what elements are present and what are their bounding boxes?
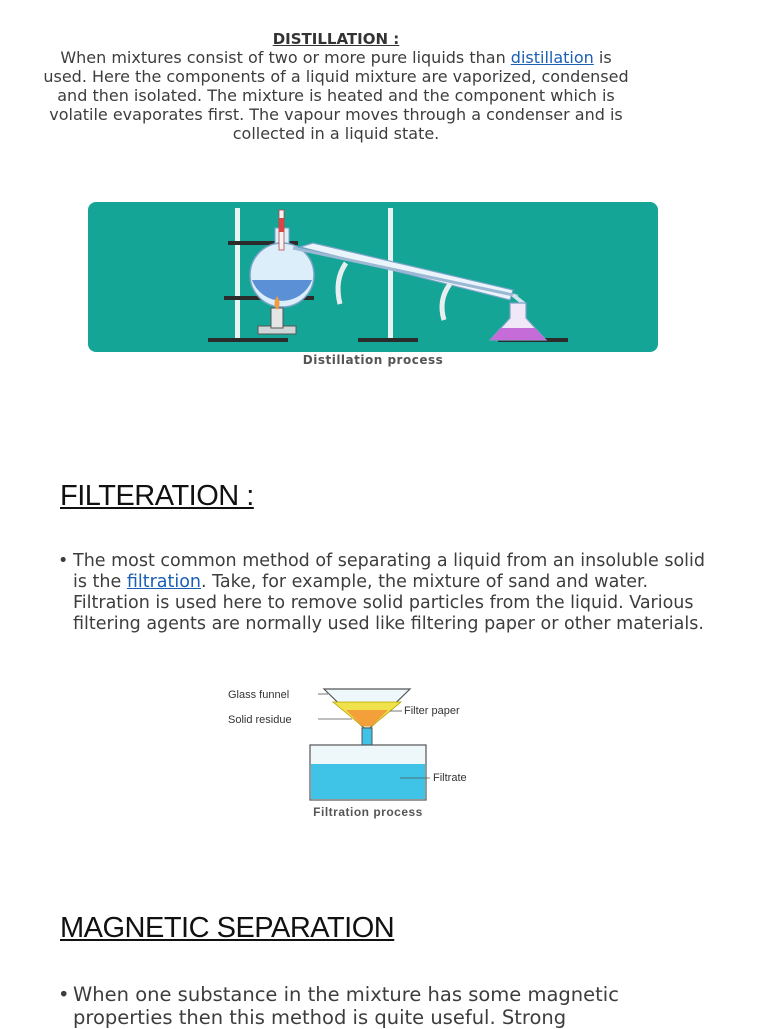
- distillation-diagram: [88, 200, 658, 370]
- label-filtrate: Filtrate: [433, 772, 467, 784]
- bullet-dot: •: [58, 983, 70, 1006]
- magnetic-separation-heading: MAGNETIC SEPARATION: [60, 912, 395, 944]
- filtration-text-after: . Take, for example, the mixture of sand and water. Filtration is used here to remove solid particles from the liquid. Various filtering agents are normally used like filtering paper or other materials.: [73, 572, 704, 634]
- distillation-caption: Distillation process: [302, 353, 444, 367]
- filtrate-liquid: [311, 764, 425, 799]
- distillation-text-before: When mixtures consist of two or more pure liquids than: [60, 48, 511, 67]
- magnetic-separation-text: When one substance in the mixture has some magnetic properties then this method is quite useful. Strong: [73, 983, 619, 1029]
- bunsen-burner-tube: [271, 308, 283, 328]
- distillation-text-after: is used. Here the components of a liquid mixture are vaporized, condensed and then isolated. The mixture is heated and the component which is volatile evaporates first. The vapour moves through a condenser and is collected in a liquid state.: [43, 48, 629, 143]
- label-filter-paper: Filter paper: [404, 705, 460, 717]
- filtration-caption: Filtration process: [313, 805, 423, 819]
- distillation-paragraph: [40, 48, 632, 143]
- filtration-link[interactable]: filtration: [126, 572, 202, 592]
- label-solid-residue: Solid residue: [228, 714, 292, 726]
- stand-rod-left: [235, 208, 240, 342]
- filtration-text-before: The most common method of separating a liquid from an insoluble solid is the: [73, 551, 705, 592]
- magnetic-separation-bullet: [58, 983, 718, 1029]
- distillation-link[interactable]: distillation: [510, 48, 594, 67]
- filtration-diagram: [220, 680, 490, 825]
- distillation-heading: DISTILLATION :: [272, 30, 400, 48]
- bullet-dot: •: [58, 551, 69, 571]
- filtration-heading: FILTERATION :: [60, 480, 254, 512]
- label-glass-funnel: Glass funnel: [228, 689, 290, 701]
- thermometer-bulb: [279, 218, 284, 232]
- stand-base-left: [208, 338, 288, 342]
- stand-rod-right: [388, 208, 393, 342]
- stand-base-right: [358, 338, 418, 342]
- filtration-text: [58, 551, 718, 635]
- filtration-bullet: [58, 551, 718, 635]
- teal-panel: [88, 202, 658, 352]
